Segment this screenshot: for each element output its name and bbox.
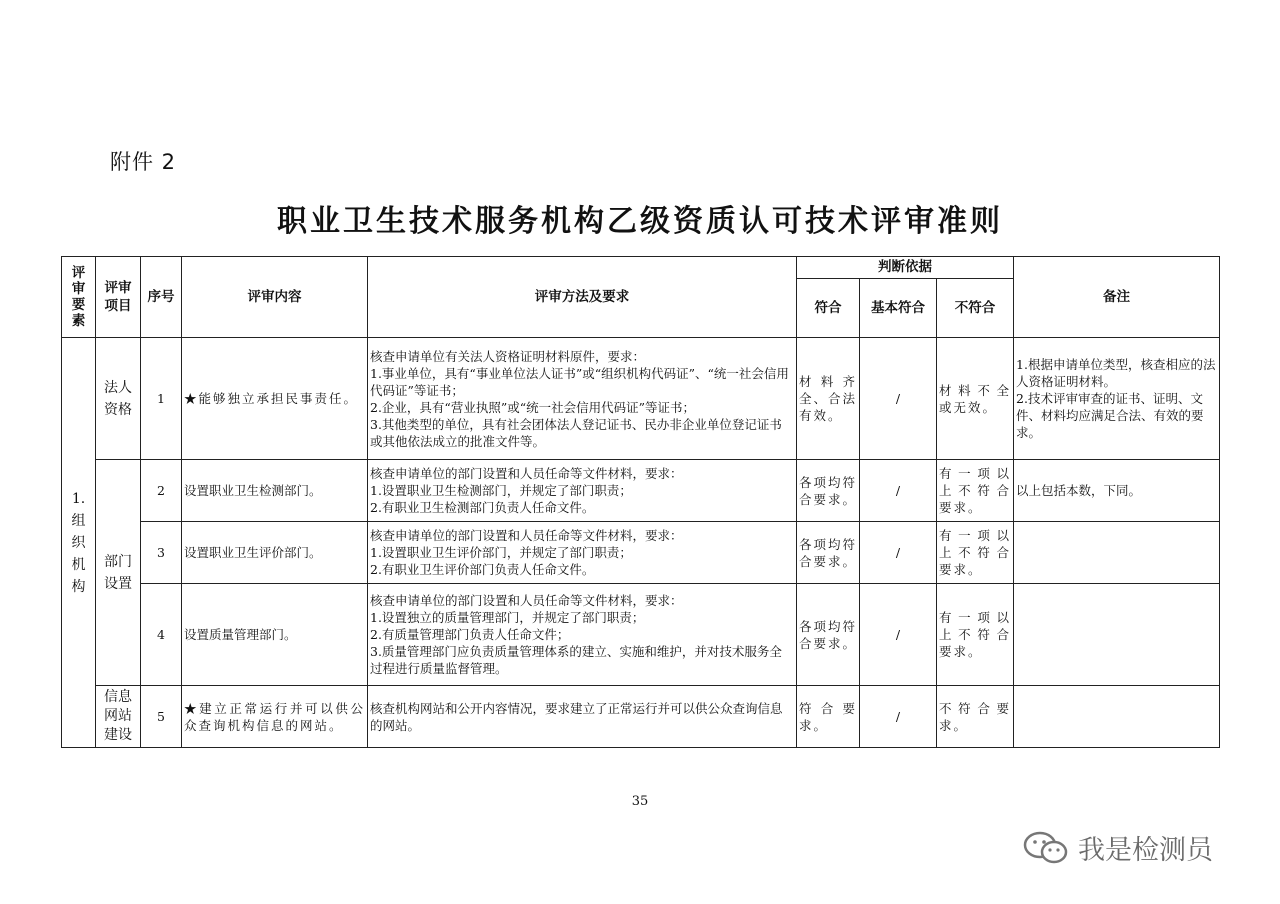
method-line: 1.设置职业卫生评价部门，并规定了部门职责；	[370, 545, 632, 560]
wechat-icon	[1022, 831, 1070, 865]
method-line: 2.有职业卫生评价部门负责人任命文件。	[370, 562, 595, 577]
header-conform: 符合	[797, 279, 860, 338]
conform-cell: 材料齐全、合法有效。	[797, 338, 860, 460]
method-line: 1.设置独立的质量管理部门，并规定了部门职责；	[370, 610, 645, 625]
table-row	[62, 686, 1220, 748]
method-line: 核查机构网站和公开内容情况，要求建立了正常运行并可以供公众查询信息的网站。	[370, 700, 783, 733]
method-cell	[368, 338, 797, 460]
method-cell	[368, 460, 797, 522]
remark-cell	[1014, 338, 1220, 460]
item-cell	[96, 460, 141, 686]
watermark	[1022, 828, 1213, 867]
method-line: 核查申请单位有关法人资格证明材料原件，要求：	[370, 348, 646, 364]
header-basic: 基本符合	[860, 279, 937, 338]
content-cell: 设置质量管理部门。	[182, 584, 368, 686]
method-line: 2.有职业卫生检测部门负责人任命文件。	[370, 500, 595, 515]
table-row	[62, 522, 1220, 584]
header-element: 评审要素	[62, 257, 96, 338]
method-line: 核查申请单位的部门设置和人员任命等文件材料，要求：	[370, 528, 683, 543]
conform-cell: 符合要求。	[797, 686, 860, 748]
table-row	[62, 460, 1220, 522]
criteria-table	[61, 256, 1220, 748]
method-cell	[368, 522, 797, 584]
header-item: 评审项目	[96, 257, 141, 338]
header-judge: 判断依据	[797, 257, 1014, 279]
header-seq: 序号	[141, 257, 182, 338]
method-line: 核查申请单位的部门设置和人员任命等文件材料，要求：	[370, 466, 683, 481]
method-cell	[368, 584, 797, 686]
remark-line: 1.根据申请单位类型，核查相应的法人资格证明材料。	[1016, 357, 1216, 389]
nonconform-cell: 不符合要求。	[937, 686, 1014, 748]
header-row-1	[62, 257, 1220, 279]
page-number: 35	[631, 794, 649, 809]
item-cell	[96, 686, 141, 748]
document-title: 职业卫生技术服务机构乙级资质认可技术评审准则	[277, 204, 1003, 239]
method-cell	[368, 686, 797, 748]
seq-cell: 5	[141, 686, 182, 748]
seq-cell: 3	[141, 522, 182, 584]
header-method: 评审方法及要求	[368, 257, 797, 338]
method-line: 2.有质量管理部门负责人任命文件；	[370, 627, 570, 642]
content-cell: 设置职业卫生评价部门。	[182, 522, 368, 584]
content-cell: ★建立正常运行并可以供公众查询机构信息的网站。	[182, 686, 368, 748]
content-cell: ★能够独立承担民事责任。	[182, 338, 368, 460]
method-line: 1.设置职业卫生检测部门，并规定了部门职责；	[370, 483, 632, 498]
basic-cell: /	[860, 338, 937, 460]
method-line: 1.事业单位，具有“事业单位法人证书”或“组织机构代码证”、“统一社会信用代码证”等证书；	[370, 365, 789, 398]
basic-cell: /	[860, 584, 937, 686]
conform-cell: 各项均符合要求。	[797, 460, 860, 522]
nonconform-cell: 材料不全或无效。	[937, 338, 1014, 460]
remark-cell	[1014, 522, 1220, 584]
basic-cell: /	[860, 686, 937, 748]
item-website: 信息网站建设	[104, 689, 132, 743]
watermark-text: 我是检测员	[1078, 835, 1213, 866]
attachment-label: 附件 2	[110, 150, 177, 174]
conform-cell: 各项均符合要求。	[797, 584, 860, 686]
basic-cell: /	[860, 460, 937, 522]
remark-cell	[1014, 584, 1220, 686]
remark-line: 以上包括本数，下同。	[1016, 483, 1142, 498]
element-cell	[62, 338, 96, 748]
remark-cell	[1014, 686, 1220, 748]
nonconform-cell: 有一项以上不符合要求。	[937, 460, 1014, 522]
method-line: 核查申请单位的部门设置和人员任命等文件材料，要求：	[370, 593, 683, 608]
item-dept: 部门设置	[104, 553, 132, 592]
method-line: 2.企业，具有“营业执照”或“统一社会信用代码证”等证书；	[370, 399, 695, 415]
content-cell: 设置职业卫生检测部门。	[182, 460, 368, 522]
remark-cell	[1014, 460, 1220, 522]
seq-cell: 2	[141, 460, 182, 522]
method-line: 3.质量管理部门应负责质量管理体系的建立、实施和维护，并对技术服务全过程进行质量监督管理。	[370, 644, 782, 676]
table-row	[62, 338, 1220, 460]
element-label: 1.组织机构	[71, 490, 86, 595]
seq-cell: 1	[141, 338, 182, 460]
conform-cell: 各项均符合要求。	[797, 522, 860, 584]
nonconform-cell: 有一项以上不符合要求。	[937, 522, 1014, 584]
item-cell	[96, 338, 141, 460]
method-line: 3.其他类型的单位，具有社会团体法人登记证书、民办非企业单位登记证书或其他依法成立的批准文件等。	[370, 416, 782, 449]
header-remark: 备注	[1014, 257, 1220, 338]
table-row	[62, 584, 1220, 686]
basic-cell: /	[860, 522, 937, 584]
nonconform-cell: 有一项以上不符合要求。	[937, 584, 1014, 686]
header-content: 评审内容	[182, 257, 368, 338]
remark-line: 2.技术评审审查的证书、证明、文件、材料均应满足合法、有效的要求。	[1016, 391, 1204, 440]
seq-cell: 4	[141, 584, 182, 686]
header-nonconform: 不符合	[937, 279, 1014, 338]
item-legal: 法人资格	[104, 379, 132, 418]
